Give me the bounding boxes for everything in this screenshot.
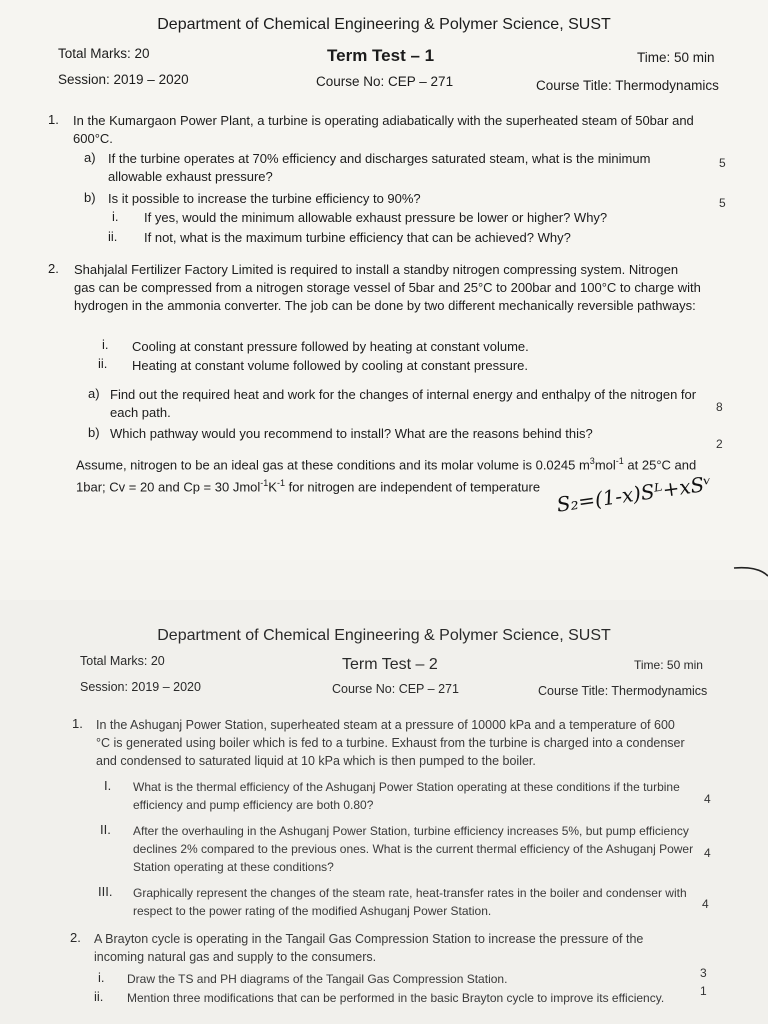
marks-value: 4 [704, 792, 711, 806]
question-number: 1. [72, 716, 83, 731]
item-label: ii. [94, 989, 104, 1004]
total-marks: Total Marks: 20 [58, 46, 150, 61]
question-text: In the Ashuganj Power Station, superheated steam at a pressure of 10000 kPa and a temperature of 600 °C is generated using boiler which is fed to a turbine. Exhaust from the turbine is charged into a condenser and condensed to saturated liquid at 10 kPa which is then pumped to the boiler. [96, 718, 685, 768]
test-title: Term Test – 2 [342, 656, 438, 673]
item-label: i. [102, 337, 109, 352]
marks-value: 5 [719, 196, 726, 210]
question-text: Shahjalal Fertilizer Factory Limited is required to install a standby nitrogen compressing system. Nitrogen gas can be compressed from a nitrogen storage vessel of 5bar and 25°C to 200bar and 100°C to charge with hydrogen in the ammonia converter. The job can be done by two different mechanically reversible pathways: [74, 262, 701, 313]
subquestion-label: a) [84, 150, 96, 165]
subquestion-text: If the turbine operates at 70% efficiency and discharges saturated steam, what is the minimum allowable exhaust pressure? [108, 151, 651, 184]
term-test-2-sheet [0, 600, 768, 1024]
marks-value: 4 [702, 897, 709, 911]
item-label: i. [112, 209, 119, 224]
time-limit: Time: 50 min [634, 658, 703, 672]
assumption-text: Assume, nitrogen to be an ideal gas at these conditions and its molar volume is 0.0245 $m^3mol^{-1}$ at 25°C and 1bar; Cv = 20 and Cp = 30 $Jmol^{-1}K^{-1}$ for nitrogen are independent of temperature [76, 456, 697, 495]
subquestion-label: b) [84, 190, 96, 205]
session: Session: 2019 – 2020 [80, 680, 201, 694]
subquestion-text: Is it possible to increase the turbine efficiency to 90%? [108, 191, 421, 206]
marks-value: 3 [700, 966, 707, 980]
marks-value: 8 [716, 400, 723, 414]
marks-value: 4 [704, 846, 711, 860]
question-text: In the Kumargaon Power Plant, a turbine is operating adiabatically with the superheated steam of 50bar and 600°C. [73, 113, 694, 146]
item-text: Draw the TS and PH diagrams of the Tangail Gas Compression Station. [127, 972, 508, 986]
course-title: Course Title: Thermodynamics [538, 684, 708, 698]
item-text: If not, what is the maximum turbine efficiency that can be achieved? Why? [144, 230, 571, 245]
marks-value: 2 [716, 437, 723, 451]
subquestion-text: Find out the required heat and work for the changes of internal energy and enthalpy of the nitrogen for each path. [110, 387, 697, 420]
question-number: 2. [48, 261, 59, 276]
course-title: Course Title: Thermodynamics [536, 78, 719, 93]
total-marks: Total Marks: 20 [80, 654, 165, 668]
session: Session: 2019 – 2020 [58, 72, 189, 87]
item-text: If yes, would the minimum allowable exhaust pressure be lower or higher? Why? [144, 210, 608, 225]
subquestion-text: Which pathway would you recommend to install? What are the reasons behind this? [110, 426, 593, 441]
item-text: What is the thermal efficiency of the Ashuganj Power Station operating at these conditions if the turbine efficiency and pump efficiency are both 0.80? [133, 780, 680, 812]
item-text: Graphically represent the changes of the steam rate, heat-transfer rates in the boiler and condenser with respect to the power rating of the modified Ashuganj Power Station. [133, 886, 687, 918]
page-fold-line [700, 560, 768, 590]
item-text: After the overhauling in the Ashuganj Power Station, turbine efficiency increases 5%, but pump efficiency declines 2% compared to the previous ones. What is the current thermal efficiency of the Ashuganj Power Station operating at these conditions? [133, 824, 694, 874]
time-limit: Time: 50 min [637, 50, 715, 65]
department-heading: Department of Chemical Engineering & Polymer Science, SUST [157, 627, 611, 644]
item-label: ii. [108, 229, 118, 244]
test-title: Term Test – 1 [327, 46, 435, 65]
question-number: 1. [48, 112, 59, 127]
item-label: III. [98, 884, 113, 899]
question-number: 2. [70, 930, 81, 945]
course-number: Course No: CEP – 271 [316, 74, 454, 89]
subquestion-label: a) [88, 386, 100, 401]
course-number: Course No: CEP – 271 [332, 682, 459, 696]
question-text: A Brayton cycle is operating in the Tangail Gas Compression Station to increase the pressure of the incoming natural gas and supply to the consumers. [94, 932, 644, 964]
item-text: Cooling at constant pressure followed by heating at constant volume. [132, 339, 529, 354]
item-label: I. [104, 778, 112, 793]
item-label: II. [100, 822, 111, 837]
item-label: i. [98, 970, 105, 985]
item-text: Mention three modifications that can be performed in the basic Brayton cycle to improve its efficiency. [127, 991, 665, 1005]
marks-value: 5 [719, 156, 726, 170]
department-heading: Department of Chemical Engineering & Polymer Science, SUST [157, 16, 611, 33]
handwritten-formula: S₂=(1-x)Sᴸ+xSᵛ [555, 471, 714, 517]
item-text: Heating at constant volume followed by cooling at constant pressure. [132, 358, 529, 373]
subquestion-label: b) [88, 425, 100, 440]
item-label: ii. [98, 356, 108, 371]
marks-value: 1 [700, 984, 707, 998]
